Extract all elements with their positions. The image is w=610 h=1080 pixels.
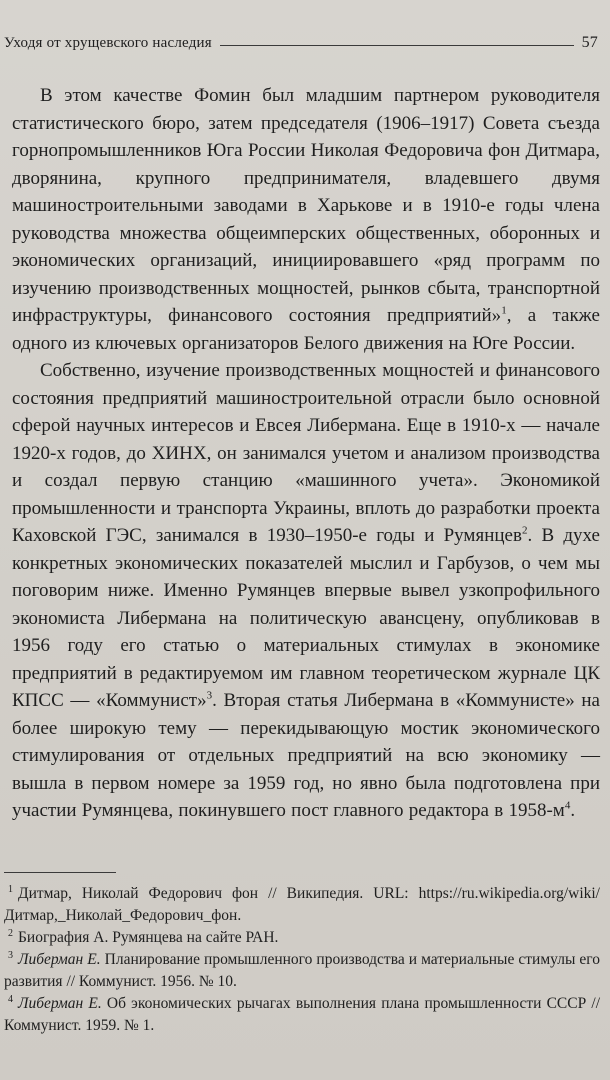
paragraph-2	[12, 357, 600, 825]
footnote-text: Об экономических рычагах выполнения плана промышленности СССР // Коммунист. 1959. № 1.	[4, 995, 600, 1034]
footnote-number: 2	[8, 927, 13, 939]
header-rule	[220, 45, 574, 46]
footnote-3	[4, 949, 600, 993]
footnote-text: Дитмар, Николай Федорович фон // Википедия. URL: https://ru.wikipedia.org/wiki/Дитмар,_Николай_Федорович_фон.	[4, 885, 600, 924]
footnote-number: 3	[8, 949, 13, 961]
main-text	[12, 82, 600, 825]
footnote-separator	[4, 872, 116, 873]
paragraph-1-text-b: , а также одного из ключевых организаторов Белого движения на Юге России.	[12, 305, 600, 354]
page-number: 57	[581, 34, 598, 51]
footnote-text: Биография А. Румянцева на сайте РАН.	[18, 929, 279, 946]
footnote-ref-2: 2	[521, 524, 528, 537]
footnote-number: 4	[8, 993, 13, 1005]
paragraph-1	[12, 82, 600, 357]
footnote-1	[4, 883, 600, 927]
footnote-author: Либерман Е.	[18, 995, 102, 1012]
footnote-2	[4, 927, 600, 949]
paragraph-2-text-d: .	[570, 800, 576, 821]
footnote-text: Планирование промышленного производства и материальные стимулы его развития // Коммунист. 1956. № 10.	[4, 951, 600, 990]
footnote-4	[4, 993, 600, 1037]
paragraph-2-text-b: . В духе конкретных экономических показателей мыслил и Гарбузов, о чем мы поговорим ниже. Именно Румянцев впервые вывел узкопрофильного экономиста Либермана на политическую авансцену, опубликовав в 1956 году его статью о материальных стимулах в экономике предприятий в редактируемом им главном теоретическом журнале ЦК КПСС — «Коммунист»	[12, 525, 600, 711]
paragraph-1-text-a: В этом качестве Фомин был младшим партнером руководителя статистического бюро, затем председателя (1906–1917) Совета съезда горнопромышленников Юга России Николая Федоровича фон Дитмара, дворянина, крупного предпринимателя, владевшего двумя машиностроительными заводами в Харькове и в 1910-е годы члена руководства множества общеимперских общественных, оборонных и экономических организаций, инициировавшего «ряд программ по изучению производственных мощностей, рынков сбыта, транспортной инфраструктуры, финансового состояния предприятий»	[12, 85, 600, 326]
footnote-ref-1: 1	[501, 304, 507, 317]
footnotes	[4, 883, 600, 1037]
running-title: Уходя от хрущевского наследия	[4, 34, 212, 51]
footnote-ref-3: 3	[206, 689, 213, 702]
footnote-author: Либерман Е.	[18, 951, 101, 968]
running-head	[4, 34, 598, 52]
footnote-number: 1	[8, 883, 13, 895]
footnote-ref-4: 4	[564, 799, 571, 812]
paragraph-2-text-c: . Вторая статья Либермана в «Коммунисте» на более широкую тему — перекидывающую мостик экономического стимулирования от отдельных предприятий на всю экономику — вышла в первом номере за 1959 год, но явно была подготовлена при участии Румянцева, покинувшего пост главного редактора в 1958-м	[12, 690, 600, 821]
paragraph-2-text-a: Собственно, изучение производственных мощностей и финансового состояния предприятий машиностроительной отрасли было основной сферой научных интересов и Евсея Либермана. Еще в 1910-х — начале 1920-х годов, до ХИНХ, он занимался учетом и анализом производства и создал первую станцию «машинного учета». Экономикой промышленности и транспорта Украины, вплоть до разработки проекта Каховской ГЭС, занимался в 1930–1950-е годы и Румянцев	[12, 360, 600, 546]
